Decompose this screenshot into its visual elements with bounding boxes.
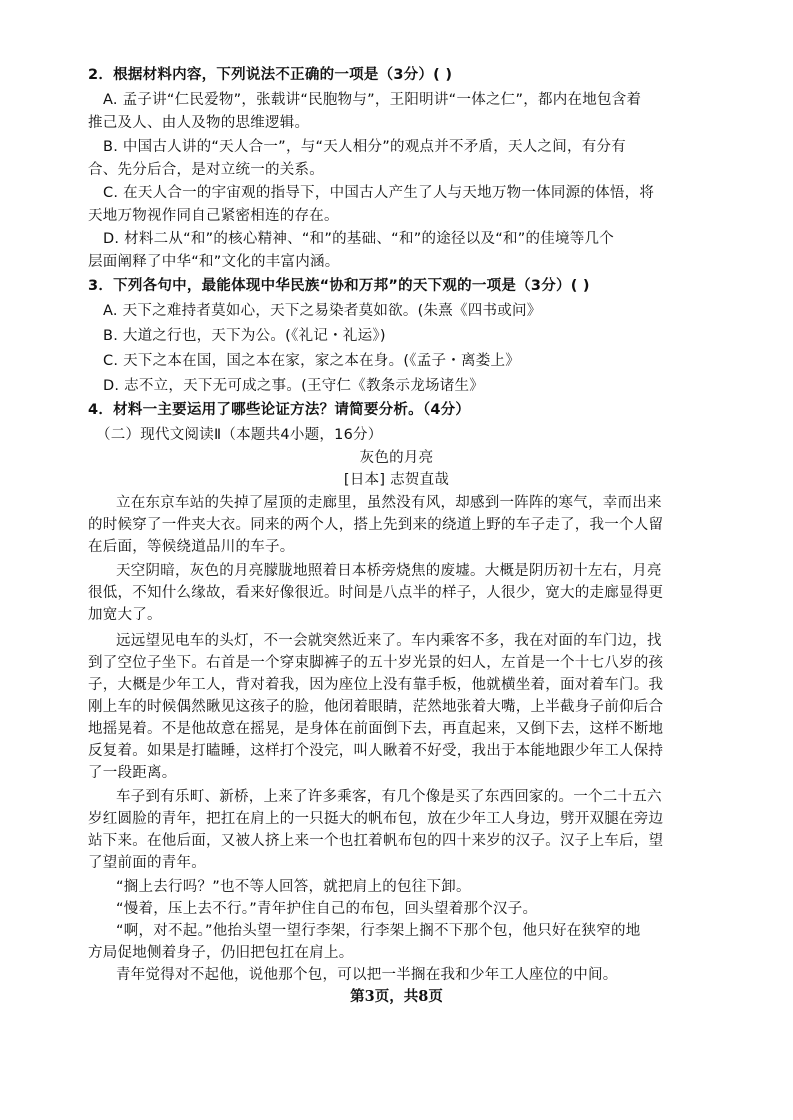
story-paragraph-3-line-2: 到了空位子坐下。右首是一个穿束脚裤子的五十岁光景的妇人，左首是一个十七八岁的孩 [88, 655, 664, 671]
q3-option-d: D. 志不立，天下无可成之事。(王守仁《教条示龙场诸生》 [103, 378, 485, 394]
story-paragraph-2-line-2: 很低，不知什么缘故，看来好像很近。时间是八点半的样子，人很少，宽大的走廊显得更 [88, 585, 664, 601]
section-heading: （二）现代文阅读Ⅱ（本题共4小题，16分） [96, 427, 383, 443]
q3-option-a: A. 天下之难持者莫如心，天下之易染者莫如欲。(朱熹《四书或问》 [103, 303, 542, 319]
q2-option-c-line1: C. 在天人合一的宇宙观的指导下，中国古人产生了人与天地万物一体同源的体悟，将 [103, 185, 655, 201]
story-paragraph-3-line-6: 反复着。如果是打瞌睡，这样打个没完，叫人瞅着不好受，我出于本能地跟少年工人保持 [88, 743, 664, 759]
q2-option-b-line2: 合、先分后合，是对立统一的关系。 [88, 162, 324, 178]
q2-option-c-line2: 天地万物视作同自己紧密相连的存在。 [88, 208, 339, 224]
story-paragraph-3-line-1: 远远望见电车的头灯，不一会就突然近来了。车内乘客不多，我在对面的车门边，找 [116, 633, 662, 649]
q3-option-b: B. 大道之行也，天下为公。(《礼记・礼运》) [103, 328, 386, 344]
q3-stem: 3．下列各句中，最能体现中华民族“协和万邦”的天下观的一项是（3分）( ) [88, 278, 590, 294]
story-paragraph-3-line-7: 了一段距离。 [88, 765, 177, 781]
story-title: 灰色的月亮 [359, 450, 434, 466]
q2-stem: 2．根据材料内容，下列说法不正确的一项是（3分）( ) [88, 67, 453, 83]
q2-option-d-line1: D. 材料二从“和”的核心精神、“和”的基础、“和”的途径以及“和”的佳境等几个 [103, 231, 614, 247]
story-paragraph-1-line-1: 立在东京车站的失掉了屋顶的走廊里，虽然没有风，却感到一阵阵的寒气，幸而出来 [116, 495, 662, 511]
story-paragraph-4-line-3: 站下来。在他后面，又被人挤上来一个也扛着帆布包的四十来岁的汉子。汉子上车后，望 [88, 833, 664, 849]
q2-option-a-line1: A. 孟子讲“仁民爱物”，张载讲“民胞物与”，王阳明讲“一体之仁”，都内在地包含着 [103, 92, 642, 108]
story-paragraph-8: 青年觉得对不起他，说他那个包，可以把一半搁在我和少年工人座位的中间。 [116, 967, 618, 983]
story-paragraph-4-line-2: 岁红圆脸的青年，把扛在肩上的一只挺大的帆布包，放在少年工人身边，劈开双腿在旁边 [88, 811, 664, 827]
story-paragraph-7-line-2: 方局促地侧着身子，仍旧把包扛在肩上。 [88, 945, 354, 961]
q2-option-b-line1: B. 中国古人讲的“天人合一”，与“天人相分”的观点并不矛盾，天人之间，有分有 [103, 139, 626, 155]
story-paragraph-1-line-2: 的时候穿了一件夹大衣。同来的两个人，搭上先到来的绕道上野的车子走了，我一个人留 [88, 517, 664, 533]
story-paragraph-3-line-5: 地摇晃着。不是他故意在摇晃，是身体在前面倒下去，再直起来，又倒下去，这样不断地 [88, 721, 664, 737]
page-number: 第3页，共8页 [350, 988, 443, 1005]
story-paragraph-4-line-1: 车子到有乐町、新桥，上来了许多乘客，有几个像是买了东西回家的。一个二十五六 [116, 789, 662, 805]
story-paragraph-5: “搁上去行吗？”也不等人回答，就把肩上的包往下卸。 [116, 879, 471, 895]
q3-option-c: C. 天下之本在国，国之本在家，家之本在身。(《孟子・离娄上》 [103, 353, 520, 369]
story-paragraph-4-line-4: 了望前面的青年。 [88, 855, 206, 871]
story-paragraph-2-line-1: 天空阴暗，灰色的月亮朦胧地照着日本桥旁烧焦的废墟。大概是阴历初十左右，月亮 [116, 563, 662, 579]
q2-option-a-line2: 推己及人、由人及物的思维逻辑。 [88, 115, 310, 131]
story-paragraph-7-line-1: “啊，对不起。”他抬头望一望行李架，行李架上搁不下那个包，他只好在狭窄的地 [116, 923, 641, 939]
story-paragraph-3-line-4: 刚上车的时候偶然瞅见这孩子的脸，他闭着眼睛，茫然地张着大嘴，上半截身子前仰后合 [88, 699, 664, 715]
story-author: [日本] 志贺直哉 [343, 472, 450, 488]
story-paragraph-2-line-3: 加宽大了。 [88, 607, 162, 623]
story-paragraph-3-line-3: 子，大概是少年工人，背对着我，因为座位上没有靠手板，他就横坐着，面对着车门。我 [88, 677, 664, 693]
q4-stem: 4．材料一主要运用了哪些论证方法？请简要分析。（4分） [88, 402, 471, 418]
q2-option-d-line2: 层面阐释了中华“和”文化的丰富内涵。 [88, 254, 340, 270]
story-paragraph-1-line-3: 在后面，等候绕道品川的车子。 [88, 539, 295, 555]
story-paragraph-6: “慢着，压上去不行。”青年护住自己的布包，回头望着那个汉子。 [116, 901, 538, 917]
